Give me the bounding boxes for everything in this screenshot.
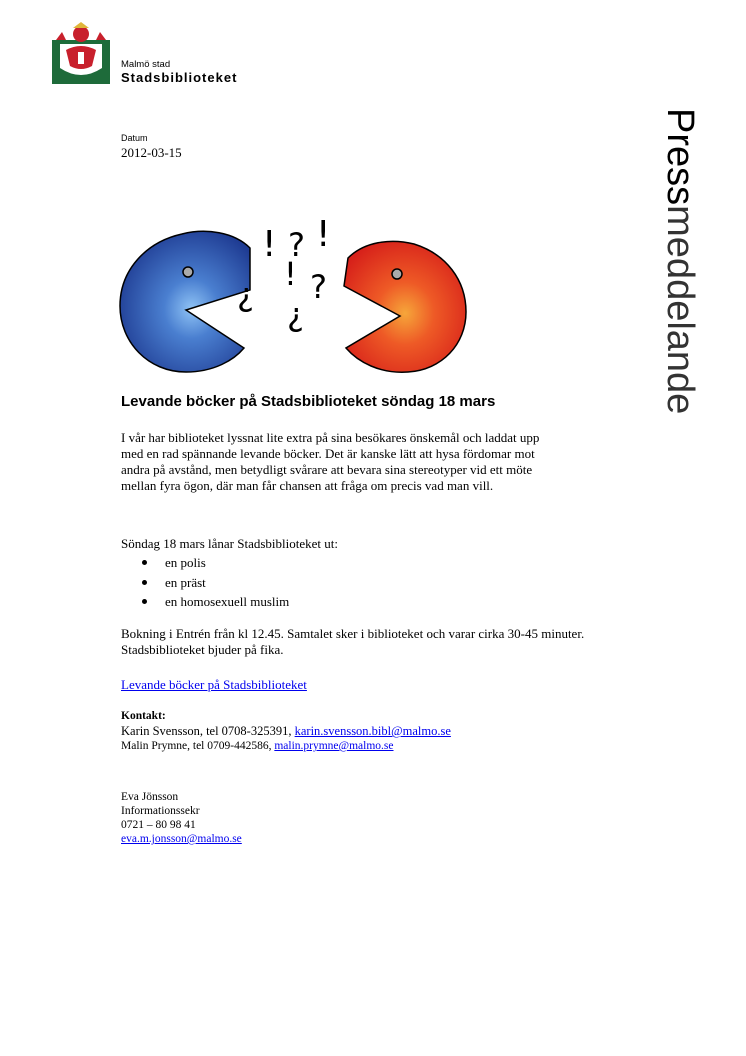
article-paragraph-3: Bokning i Entrén från kl 12.45. Samtalet sker i biblioteket och varar cirka 30-45 minuter. Stadsbiblioteket bjuder på fika.	[121, 626, 585, 657]
signoff-phone: 0721 – 80 98 41	[121, 819, 196, 831]
list-item: en homosexuell muslim	[165, 592, 289, 612]
signoff-title: Informationssekr	[121, 805, 200, 817]
red-pacman-icon	[344, 241, 466, 372]
signoff-block	[121, 790, 242, 846]
vertical-title-meddelande: meddelande	[659, 205, 701, 415]
question-mark-1: ?	[288, 226, 305, 264]
vertical-title-press: Press	[659, 108, 701, 206]
lending-list	[121, 553, 289, 612]
malmo-coat-of-arms-logo	[52, 22, 110, 84]
org-header	[121, 59, 237, 85]
exclamation-mark-2: !	[316, 214, 331, 255]
org-city: Malmö stad	[121, 59, 171, 70]
red-pacman-eye	[392, 269, 402, 279]
question-mark-3: ?	[237, 280, 254, 318]
article-paragraph-1: I vår har biblioteket lyssnat lite extra på sina besökares önskemål och laddat upp med en rad spännande levande böcker. Det är kanske lätt att hysa fördomar mot andra på avstånd, men betydligt svårare att bevara sina stereotyper vid ett möte mellan fyra ögon, där man får chansen att fråga om precis vad man vill.	[121, 430, 540, 493]
contact-person-2	[121, 739, 451, 754]
contact-block	[121, 709, 451, 754]
contact-person-1-text: Karin Svensson, tel 0708-325391,	[121, 724, 295, 738]
signoff-name: Eva Jönsson	[121, 791, 179, 803]
article-headline: Levande böcker på Stadsbiblioteket söndag 18 mars	[121, 393, 496, 410]
list-item: en präst	[165, 573, 289, 593]
contact-person-1-email-link[interactable]: karin.svensson.bibl@malmo.se	[294, 724, 451, 738]
vertical-press-title	[661, 108, 699, 414]
org-name: Stadsbiblioteket	[121, 70, 238, 85]
contact-label: Kontakt:	[121, 710, 166, 722]
blue-pacman-eye	[183, 267, 193, 277]
date-value: 2012-03-15	[121, 145, 182, 160]
blue-pacman-icon	[120, 231, 250, 372]
question-mark-4: ?	[287, 300, 304, 338]
list-item: en polis	[165, 553, 289, 573]
question-mark-2: ?	[310, 268, 327, 306]
signoff-email-link[interactable]: eva.m.jonsson@malmo.se	[121, 833, 242, 845]
date-label: Datum	[121, 133, 148, 143]
exclamation-mark-3: !	[284, 255, 297, 293]
pacman-illustration	[116, 210, 476, 380]
event-web-link[interactable]: Levande böcker på Stadsbiblioteket	[121, 677, 307, 692]
article-paragraph-2: Söndag 18 mars lånar Stadsbiblioteket ut:	[121, 536, 338, 551]
contact-person-2-text: Malin Prymne, tel 0709-442586,	[121, 740, 275, 752]
exclamation-mark-1: !	[262, 224, 277, 265]
contact-person-1	[121, 724, 451, 739]
contact-person-2-email-link[interactable]: malin.prymne@malmo.se	[274, 740, 394, 752]
